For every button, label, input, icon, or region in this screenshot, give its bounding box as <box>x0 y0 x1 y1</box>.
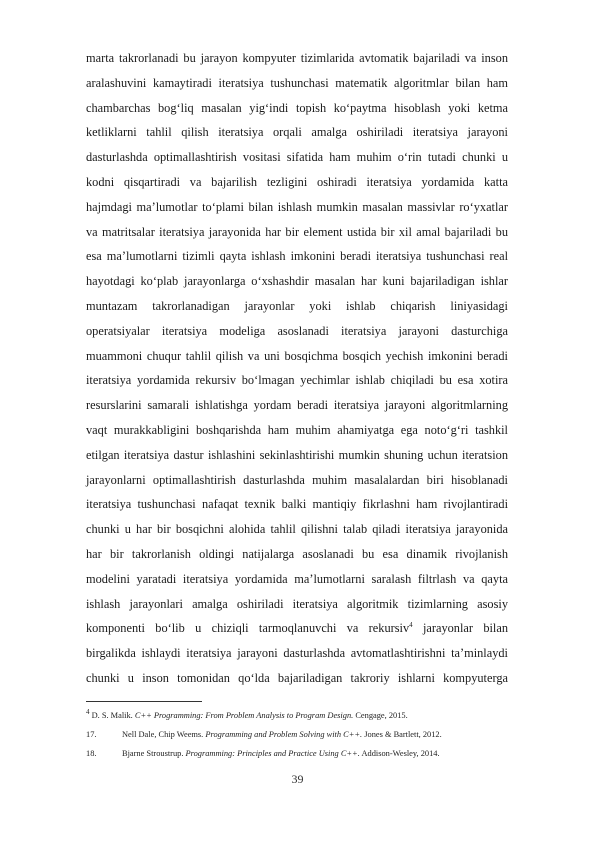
footnote-title: Programming: Principles and Practice Using C++. <box>185 749 360 758</box>
footnote-separator <box>86 701 202 702</box>
footnote-number: 4 <box>86 708 90 717</box>
text-line: har bir takrorlanish oldingi natijalarga asoslanadi bu esa dinamik rivojlanish <box>86 546 508 561</box>
text-line: dasturlashda optimallashtirish vositasi sifatida ham muhim o‘rin tutadi chunki u <box>86 150 508 165</box>
text-line: etilgan iteratsiya dastur ishlashini sekinlashtirishi mumkin shuning uchun iteratsion <box>86 447 508 462</box>
footnote-title: C++ Programming: From Problem Analysis to Program Design. <box>134 711 354 720</box>
text-line: hajmdagi ma’lumotlar to‘plami bilan ishlash mumkin masalan massivlar ro‘yxatlar <box>86 199 508 214</box>
footnote-authors: D. S. Malik. <box>91 711 133 720</box>
text-line: ishlash jarayonlari amalga oshiriladi iteratsiya algoritmik tizimlarning asosiy <box>86 596 508 611</box>
footnote-item <box>86 706 516 725</box>
text-fragment: jarayonlar bilan <box>412 621 508 636</box>
footnote-number: 18. <box>86 749 97 758</box>
text-fragment: komponenti bo‘lib u chiziqli tarmoqlanuvchi va rekursiv <box>86 621 410 636</box>
text-line: vaqt murakkabligini boshqarishda ham muhim ahamiyatga ega noto‘g‘ri tashkil <box>86 422 508 437</box>
footnote-publisher: Cengage, 2015. <box>355 711 408 720</box>
footnote-authors: Bjarne Stroustrup. <box>122 749 184 758</box>
text-line: muammoni chuqur tahlil qilish va uni bosqichma bosqich yechish imkonini beradi <box>86 348 508 363</box>
footnote-item <box>86 744 516 763</box>
footnotes <box>86 706 516 763</box>
footnote-publisher: Jones & Bartlett, 2012. <box>364 730 442 739</box>
page-number: 39 <box>291 772 304 786</box>
text-line: chunki u inson tomonidan qo‘lda bajariladigan takroriy ishlarni kompyuterga <box>86 670 508 685</box>
text-line: iteratsiya tushunchasi nafaqat texnik balki mantiqiy fikrlashni ham rivojlantiradi <box>86 497 508 512</box>
text-line-with-footnote <box>86 616 508 641</box>
text-line: muntazam takrorlanadigan jarayonlar yoki ishlab chiqarish liniyasidagi <box>86 298 508 313</box>
text-line: operatsiyalar iteratsiya modeliga asoslanadi iteratsiya jarayoni dasturchiga <box>86 323 508 338</box>
text-line: jarayonlarni optimallashtirish dasturlashda muhim masalalardan biri hisoblanadi <box>86 472 508 487</box>
footnote-authors: Nell Dale, Chip Weems. <box>122 730 204 739</box>
text-line: iteratsiya yordamida rekursiv bo‘lmagan yechimlar ishlab chiqiladi bu esa xotira <box>86 373 508 388</box>
text-line: ketliklarni tahlil qilish iteratsiya orqali amalga oshiriladi iteratsiya jarayoni <box>86 125 508 140</box>
footnote-publisher: Addison-Wesley, 2014. <box>361 749 440 758</box>
text-line: kodni qisqartiradi va bajarilish tezligini oshiradi iteratsiya yordamida katta <box>86 174 508 189</box>
text-line: aralashuvini kamaytiradi iteratsiya tushunchasi matematik algoritmlar bilan ham <box>86 75 508 90</box>
footnote-item <box>86 725 516 744</box>
text-line: chunki u har bir bosqichni alohida tahlil qilishni talab qiladi iteratsiya jarayonida <box>86 522 508 537</box>
footnote-title: Programming and Problem Solving with C++. <box>205 730 363 739</box>
text-line: va matritsalar iteratsiya jarayonida har bir element ustida bir xil amal bajariladi bu <box>86 224 508 239</box>
text-line: resurslarini samarali ishlatishga yordam beradi iteratsiya jarayoni algoritmlarning <box>86 398 508 413</box>
text-line: modelini yaratadi iteratsiya yordamida ma’lumotlarni saralash filtrlash va qayta <box>86 571 508 586</box>
text-line: esa ma’lumotlarni tizimli qayta ishlash imkonini beradi iteratsiya tushunchasi real <box>86 249 508 264</box>
footnote-marker[interactable]: 4 <box>409 621 413 630</box>
text-line: marta takrorlanadi bu jarayon kompyuter tizimlarida avtomatik bajariladi va inson <box>86 51 508 65</box>
text-line: hayotdagi ko‘plab jarayonlarga o‘xshashdir masalan har kuni bajariladigan ishlar <box>86 274 508 289</box>
text-line: birgalikda ishlaydi iteratsiya jarayoni dasturlashda avtomatlashtirishni ta’minlaydi <box>86 646 508 661</box>
body-text <box>86 46 508 691</box>
footnote-number: 17. <box>86 730 97 739</box>
text-line: chambarchas bog‘liq masalan yig‘indi topish ko‘paytma hisoblash yoki ketma <box>86 100 508 115</box>
